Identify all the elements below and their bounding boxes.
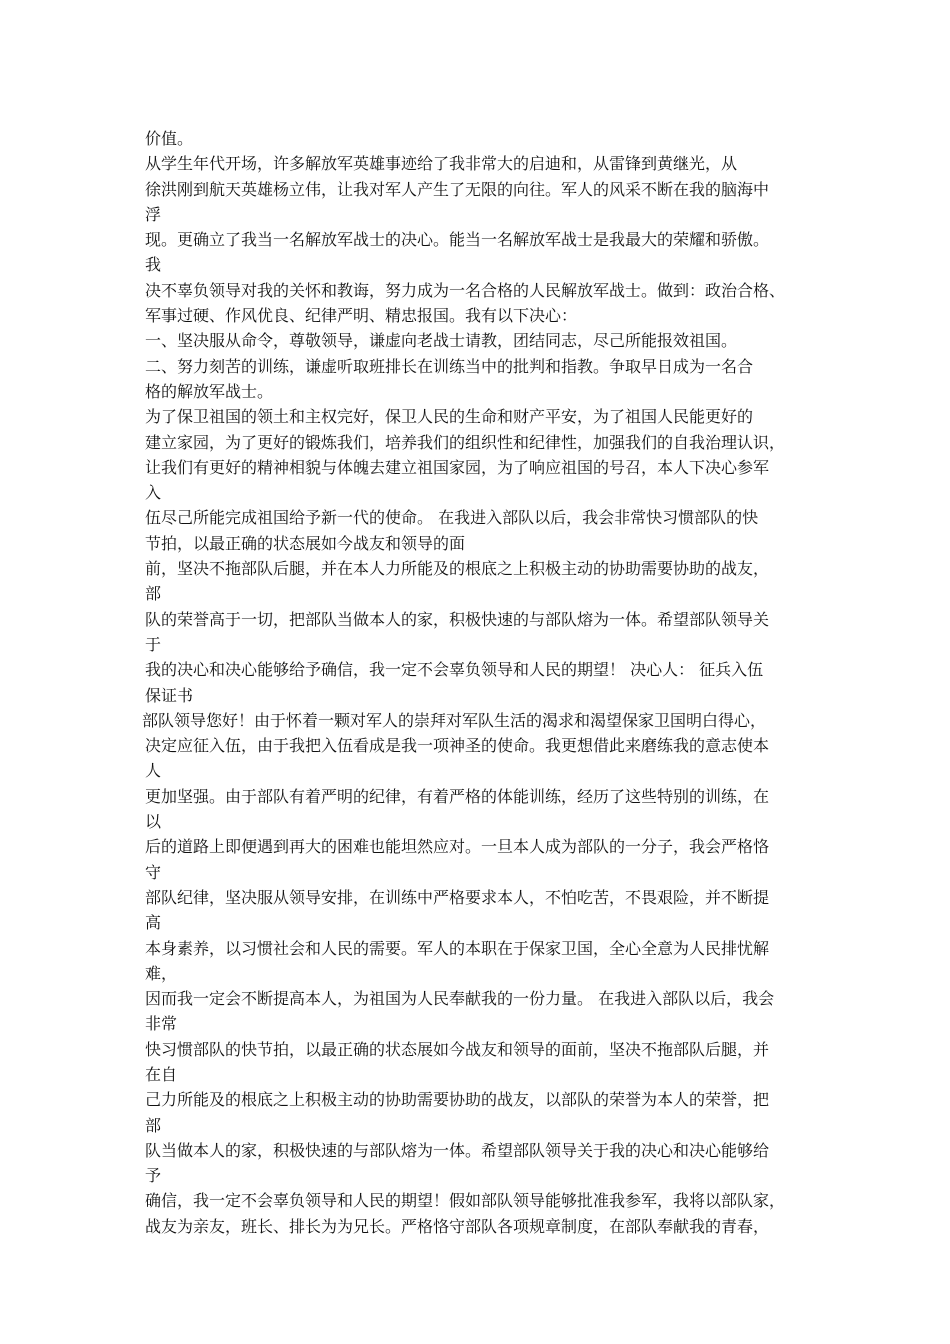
text-line: 以	[145, 812, 162, 832]
text-line: 于	[145, 634, 162, 654]
text-line: 军事过硬、作风优良、纪律严明、精忠报国。我有以下决心：	[145, 306, 578, 326]
text-line: 徐洪刚到航天英雄杨立伟，让我对军人产生了无限的向往。军人的风采不断在我的脑海中	[145, 179, 770, 199]
text-line: 己力所能及的根底之上积极主动的协助需要协助的战友，以部队的荣誉为本人的荣誉，把	[145, 1090, 770, 1110]
document-body	[142, 126, 825, 1239]
text-line: 部队领导您好！由于怀着一颗对军人的崇拜对军队生活的渴求和渴望保家卫国明白得心，	[142, 710, 767, 730]
text-line: 战友为亲友，班长、排长为为兄长。严格恪守部队各项规章制度，在部队奉献我的青春，	[145, 1216, 770, 1236]
text-line: 快习惯部队的快节拍，以最正确的状态展如今战友和领导的面前，坚决不拖部队后腿，并	[145, 1039, 770, 1059]
text-line: 确信，我一定不会辜负领导和人民的期望！假如部队领导能够批准我参军，我将以部队家，	[145, 1191, 786, 1211]
text-line: 我的决心和决心能够给予确信，我一定不会辜负领导和人民的期望！ 决心人： 征兵入伍	[145, 660, 764, 680]
text-line: 决定应征入伍，由于我把入伍看成是我一项神圣的使命。我更想借此来磨练我的意志使本	[145, 736, 770, 756]
text-line: 部	[145, 1115, 162, 1135]
text-line: 本身素养，以习惯社会和人民的需要。军人的本职在于保家卫国，全心全意为人民排忧解	[145, 938, 770, 958]
text-line: 现。更确立了我当一名解放军战士的决心。能当一名解放军战士是我最大的荣耀和骄傲。	[145, 230, 770, 250]
text-line: 更加坚强。由于部队有着严明的纪律，有着严格的体能训练，经历了这些特别的训练，在	[145, 786, 770, 806]
text-line: 非常	[145, 1014, 178, 1034]
text-line: 因而我一定会不断提高本人，为祖国为人民奉献我的一份力量。 在我进入部队以后，我会	[145, 989, 775, 1009]
text-line: 决不辜负领导对我的关怀和教诲，努力成为一名合格的人民解放军战士。做到：政治合格、	[145, 280, 786, 300]
text-line: 节拍，以最正确的状态展如今战友和领导的面	[145, 533, 466, 553]
text-line: 难，	[145, 963, 178, 983]
text-line: 后的道路上即便遇到再大的困难也能坦然应对。一旦本人成为部队的一分子，我会严格恪	[145, 837, 770, 857]
text-line: 高	[145, 913, 162, 933]
text-line: 在自	[145, 1064, 178, 1084]
text-line: 我	[145, 255, 162, 275]
text-line: 队当做本人的家，积极快速的与部队熔为一体。希望部队领导关于我的决心和决心能够给	[145, 1140, 770, 1160]
text-line: 入	[145, 483, 162, 503]
text-line: 部队纪律，坚决服从领导安排，在训练中严格要求本人，不怕吃苦，不畏艰险，并不断提	[145, 887, 770, 907]
text-line: 浮	[145, 204, 162, 224]
text-line: 价值。	[145, 129, 194, 148]
text-line: 部	[145, 584, 162, 604]
text-line: 一、坚决服从命令，尊敬领导，谦虚向老战士请教，团结同志，尽己所能报效祖国。	[145, 331, 738, 351]
text-line: 予	[145, 1166, 162, 1186]
text-line: 二、努力刻苦的训练，谦虚听取班排长在训练当中的批判和指教。争取早日成为一名合	[145, 356, 754, 376]
text-line: 为了保卫祖国的领土和主权完好，保卫人民的生命和财产平安，为了祖国人民能更好的	[145, 407, 754, 427]
text-line: 守	[145, 862, 162, 882]
text-line: 格的解放军战士。	[145, 381, 274, 401]
text-line: 人	[145, 761, 162, 781]
text-line: 伍尽己所能完成祖国给予新一代的使命。 在我进入部队以后，我会非常快习惯部队的快	[145, 508, 759, 528]
text-line: 前，坚决不拖部队后腿，并在本人力所能及的根底之上积极主动的协助需要协助的战友，	[145, 559, 770, 579]
text-line: 从学生年代开场，许多解放军英雄事迹给了我非常大的启迪和，从雷锋到黄继光，从	[145, 154, 738, 174]
text-line: 队的荣誉高于一切，把部队当做本人的家，积极快速的与部队熔为一体。希望部队领导关	[145, 609, 770, 629]
text-line: 让我们有更好的精神相貌与体魄去建立祖国家园，为了响应祖国的号召，本人下决心参军	[145, 457, 770, 477]
text-line: 建立家园，为了更好的锻炼我们，培养我们的组织性和纪律性，加强我们的自我治理认识，	[145, 432, 786, 452]
text-line: 保证书	[145, 685, 194, 705]
